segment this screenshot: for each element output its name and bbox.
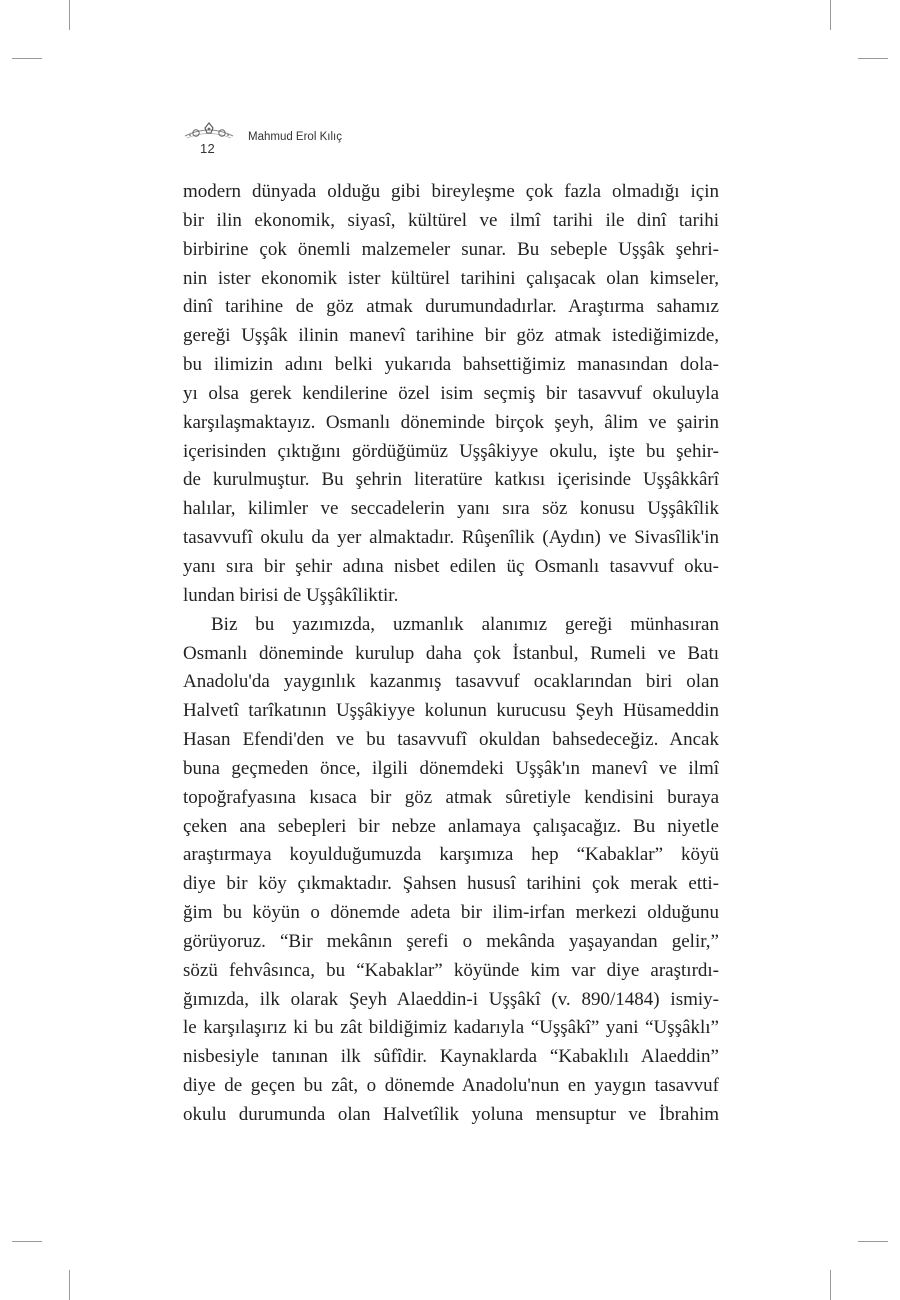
text-line: topoğrafyasına kısaca bir göz atmak sûretiyle kendisini buraya (183, 786, 719, 808)
text-line: gereği Uşşâk ilinin manevî tarihine bir göz atmak istediğimizde, (183, 325, 719, 347)
text-line: Anadolu'da yaygınlık kazanmış tasavvuf ocaklarından biri olan (183, 671, 719, 693)
text-line: sözü fehvâsınca, bu “Kabaklar” köyünde kim var diye araştırdı- (183, 959, 719, 981)
text-line: diye bir köy çıkmaktadır. Şahsen hususî tarihini çok merak etti- (183, 873, 719, 895)
text-line: le karşılaşırız ki bu zât bildiğimiz kadarıyla “Uşşâkî” yani “Uşşâklı” (183, 1017, 719, 1039)
text-line: Osmanlı döneminde kurulup daha çok İstanbul, Rumeli ve Batı (183, 642, 719, 664)
text-line: Hasan Efendi'den ve bu tasavvufî okuldan bahsedeceğiz. Ancak (183, 729, 719, 751)
crop-mark (830, 0, 831, 30)
text-line: nin ister ekonomik ister kültürel tarihini çalışacak olan kimseler, (183, 267, 719, 289)
text-line: halılar, kilimler ve seccadelerin yanı sıra söz konusu Uşşâkîlik (183, 498, 719, 520)
crop-mark (858, 1241, 888, 1242)
text-line: tasavvufî okulu da yer almaktadır. Rûşenîlik (Aydın) ve Sivasîlik'in (183, 527, 719, 549)
text-line: yı olsa gerek kendilerine özel isim seçmiş bir tasavvuf okuluyla (183, 382, 719, 404)
text-line: Biz bu yazımızda, uzmanlık alanımız gereği münhasıran (211, 613, 719, 635)
text-line: araştırmaya koyulduğumuzda karşımıza hep “Kabaklar” köyü (183, 844, 719, 866)
text-line: nisbesiyle tanınan ilk sûfîdir. Kaynaklarda “Kabaklılı Alaeddin” (183, 1046, 719, 1068)
text-line: birbirine çok önemli malzemeler sunar. Bu sebeple Uşşâk şehri- (183, 238, 719, 260)
crop-mark (858, 58, 888, 59)
page-number: 12 (200, 141, 216, 156)
paragraph (183, 611, 719, 1130)
text-line: de kurulmuştur. Bu şehrin literatüre katkısı içerisinde Uşşâkkârî (183, 469, 719, 491)
ornament-icon (183, 120, 235, 142)
text-line: bu ilimizin adını belki yukarıda bahsettiğimiz manasından dola- (183, 354, 719, 376)
text-line: modern dünyada olduğu gibi bireyleşme çok fazla olmadığı için (183, 181, 719, 202)
crop-mark (830, 1270, 831, 1300)
text-line: görüyoruz. “Bir mekânın şerefi o mekânda yaşayandan gelir,” (183, 930, 719, 952)
crop-mark (69, 1270, 70, 1300)
text-line: bir ilin ekonomik, siyasî, kültürel ve ilmî tarihi ile dinî tarihi (183, 209, 719, 231)
paragraph (183, 178, 719, 611)
text-line: buna geçmeden önce, ilgili dönemdeki Uşşâk'ın manevî ve ilmî (183, 757, 719, 779)
text-line: okulu durumunda olan Halvetîlik yoluna mensuptur ve İbrahim (183, 1104, 719, 1125)
crop-mark (12, 1241, 42, 1242)
crop-mark (12, 58, 42, 59)
text-line: diye de geçen bu zât, o dönemde Anadolu'nun en yaygın tasavvuf (183, 1075, 719, 1097)
text-line: karşılaşmaktayız. Osmanlı döneminde birçok şeyh, âlim ve şairin (183, 411, 719, 433)
text-line: ğim bu köyün o dönemde adeta bir ilim-irfan merkezi olduğunu (183, 902, 719, 924)
crop-mark (69, 0, 70, 30)
text-line: çeken ana sebepleri bir nebze anlamaya çalışacağız. Bu niyetle (183, 815, 719, 837)
running-head: Mahmud Erol Kılıç (248, 131, 342, 143)
text-line: Halvetî tarîkatının Uşşâkiyye kolunun kurucusu Şeyh Hüsameddin (183, 700, 719, 722)
text-line: dinî tarihine de göz atmak durumundadırlar. Araştırma sahamız (183, 296, 719, 318)
text-line: ğımızda, ilk olarak Şeyh Alaeddin-i Uşşâkî (v. 890/1484) ismiy- (183, 988, 719, 1010)
body-text (183, 178, 719, 1130)
text-line: içerisinden çıktığını gördüğümüz Uşşâkiyye okulu, işte bu şehir- (183, 440, 719, 462)
text-line: yanı sıra bir şehir adına nisbet edilen üç Osmanlı tasavvuf oku- (183, 555, 719, 577)
page-header (183, 120, 483, 160)
text-line: lundan birisi de Uşşâkîliktir. (183, 584, 399, 606)
